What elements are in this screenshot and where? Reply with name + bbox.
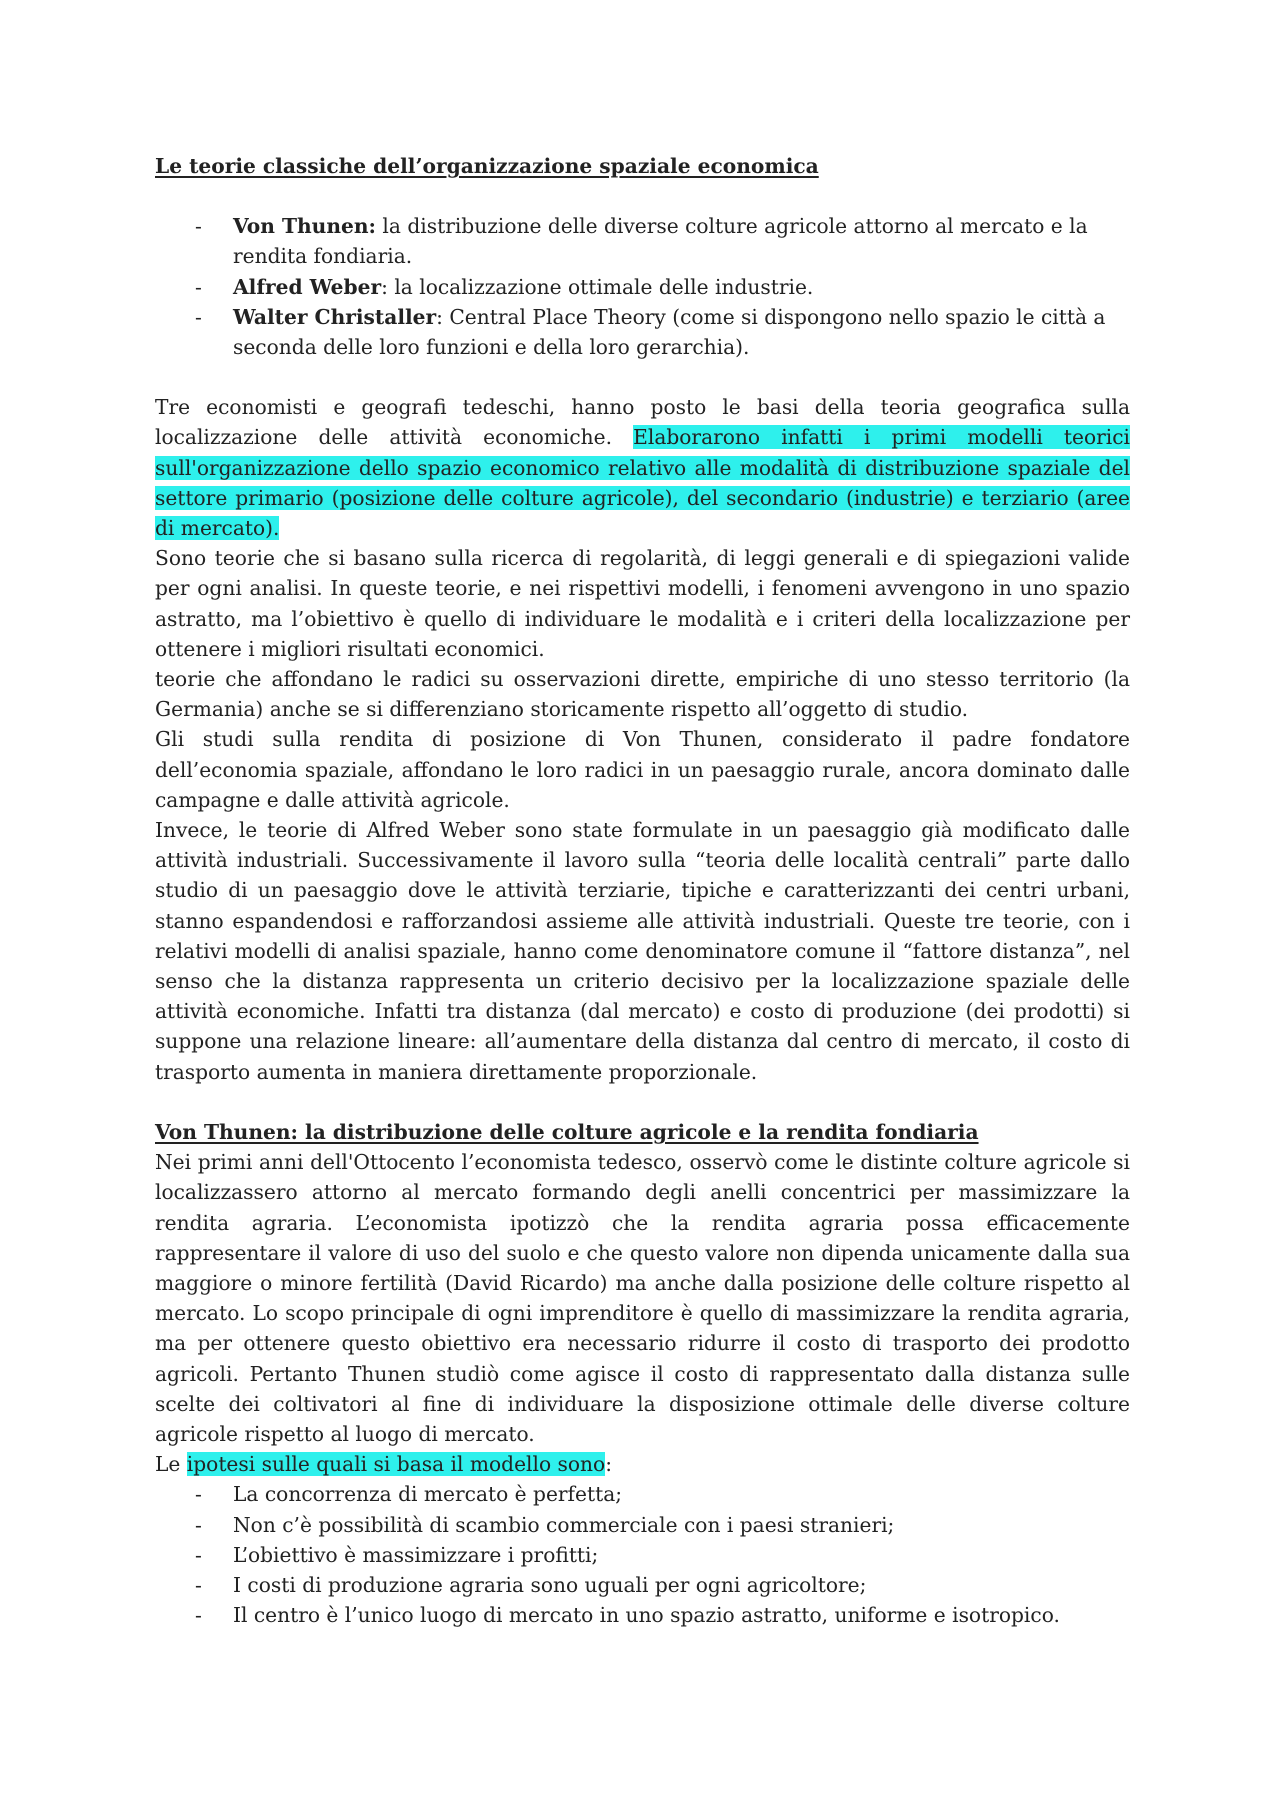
highlighted-text: ipotesi sulle quali si basa il modello sono <box>186 1452 606 1477</box>
list-dash: - <box>195 1542 202 1567</box>
document-page <box>155 151 1130 1630</box>
highlighted-text: Elaborarono infatti i primi modelli teorici sull'organizzazione dello spazio economico relativo alle modalità di distribuzione spaziale del settore primario (posizione delle colture agricole), del secondario (industrie) e terziario (aree di mercato). <box>155 425 1131 541</box>
list-item-text: La concorrenza di mercato è perfetta; <box>233 1482 623 1507</box>
paragraph-text: Tre economisti e geografi tedeschi, hanno posto le basi della teoria geografica sulla localizzazione delle attività economiche. <box>155 395 1130 450</box>
section-heading-von-thunen: Von Thunen: la distribuzione delle colture agricole e la rendita fondiaria <box>155 1119 979 1144</box>
author-name: Von Thunen: <box>233 214 377 239</box>
section-heading-classical-theories: Le teorie classiche dell’organizzazione spaziale economica <box>155 154 819 178</box>
author-name: Alfred Weber <box>233 274 382 299</box>
list-dash: - <box>195 214 202 239</box>
list-item-text: I costi di produzione agraria sono uguali per ogni agricoltore; <box>233 1572 867 1597</box>
list-dash: - <box>195 1603 202 1628</box>
list-item <box>155 1600 1130 1630</box>
paragraph-intro <box>155 392 1130 543</box>
list-dash: - <box>195 1572 202 1597</box>
list-item <box>155 211 1130 271</box>
list-item-text: L’obiettivo è massimizzare i profitti; <box>233 1542 599 1567</box>
list-item-text: Il centro è l’unico luogo di mercato in uno spazio astratto, uniforme e isotropico. <box>233 1603 1060 1628</box>
authors-list <box>155 211 1130 362</box>
paragraph: Nei primi anni dell'Ottocento l’economista tedesco, osservò come le distinte colture agricole si localizzassero attorno al mercato formando degli anelli concentrici per massimizzare la rendita agraria. L’economista ipotizzò che la rendita agraria possa efficacemente rappresentare il valore di uso del suolo e che questo valore non dipenda unicamente dalla sua maggiore o minore fertilità (David Ricardo) ma anche dalla posizione delle colture rispetto al mercato. Lo scopo principale di ogni imprenditore è quello di massimizzare la rendita agraria, ma per ottenere questo obiettivo era necessario ridurre il costo di trasporto dei prodotto agricoli. Pertanto Thunen studiò come agisce il costo di rappresentato dalla distanza sulle scelte dei coltivatori al fine di individuare la disposizione ottimale delle diverse colture agricole rispetto al luogo di mercato. <box>155 1150 1130 1446</box>
list-item-text: Non c’è possibilità di scambio commerciale con i paesi stranieri; <box>233 1512 895 1537</box>
paragraph-text: : <box>605 1452 613 1477</box>
list-item <box>155 1479 1130 1509</box>
paragraph: Sono teorie che si basano sulla ricerca di regolarità, di leggi generali e di spiegazioni valide per ogni analisi. In queste teorie, e nei rispettivi modelli, i fenomeni avvengono in uno spazio astratto, ma l’obiettivo è quello di individuare le modalità e i criteri della localizzazione per ottenere i migliori risultati economici. <box>155 546 1130 661</box>
list-dash: - <box>195 1512 202 1537</box>
paragraph: teorie che affondano le radici su osservazioni dirette, empiriche di uno stesso territorio (la Germania) anche se si differenziano storicamente rispetto all’oggetto di studio. <box>155 667 1130 722</box>
author-description: la distribuzione delle diverse colture agricole attorno al mercato e la rendita fondiaria. <box>233 214 1088 269</box>
author-description: : la localizzazione ottimale delle industrie. <box>381 274 814 299</box>
list-item <box>155 1510 1130 1540</box>
list-dash: - <box>195 1482 202 1507</box>
paragraph-text: Le <box>155 1452 187 1477</box>
list-item <box>155 272 1130 302</box>
list-item <box>155 1570 1130 1600</box>
list-dash: - <box>195 274 202 299</box>
paragraph-hypotheses-intro <box>155 1449 1130 1479</box>
paragraph: Gli studi sulla rendita di posizione di Von Thunen, considerato il padre fondatore dell’economia spaziale, affondano le loro radici in un paesaggio rurale, ancora dominato dalle campagne e dalle attività agricole. <box>155 727 1130 812</box>
hypotheses-list <box>155 1479 1130 1630</box>
spacer <box>155 1087 1130 1117</box>
list-item <box>155 1540 1130 1570</box>
author-description: : Central Place Theory (come si dispongono nello spazio le città a seconda delle loro funzioni e della loro gerarchia). <box>233 304 1106 360</box>
list-item <box>155 302 1130 362</box>
spacer <box>155 362 1130 392</box>
list-dash: - <box>195 304 202 329</box>
paragraph: Invece, le teorie di Alfred Weber sono state formulate in un paesaggio già modificato dalle attività industriali. Successivamente il lavoro sulla “teoria delle località centrali” parte dallo studio di un paesaggio dove le attività terziarie, tipiche e caratterizzanti dei centri urbani, stanno espandendosi e rafforzandosi assieme alle attività industriali. Queste tre teorie, con i relativi modelli di analisi spaziale, hanno come denominatore comune il “fattore distanza”, nel senso che la distanza rappresenta un criterio decisivo per la localizzazione spaziale delle attività economiche. Infatti tra distanza (dal mercato) e costo di produzione (dei prodotti) si suppone una relazione lineare: all’aumentare della distanza dal centro di mercato, il costo di trasporto aumenta in maniera direttamente proporzionale. <box>155 818 1130 1084</box>
author-name: Walter Christaller <box>233 304 437 329</box>
